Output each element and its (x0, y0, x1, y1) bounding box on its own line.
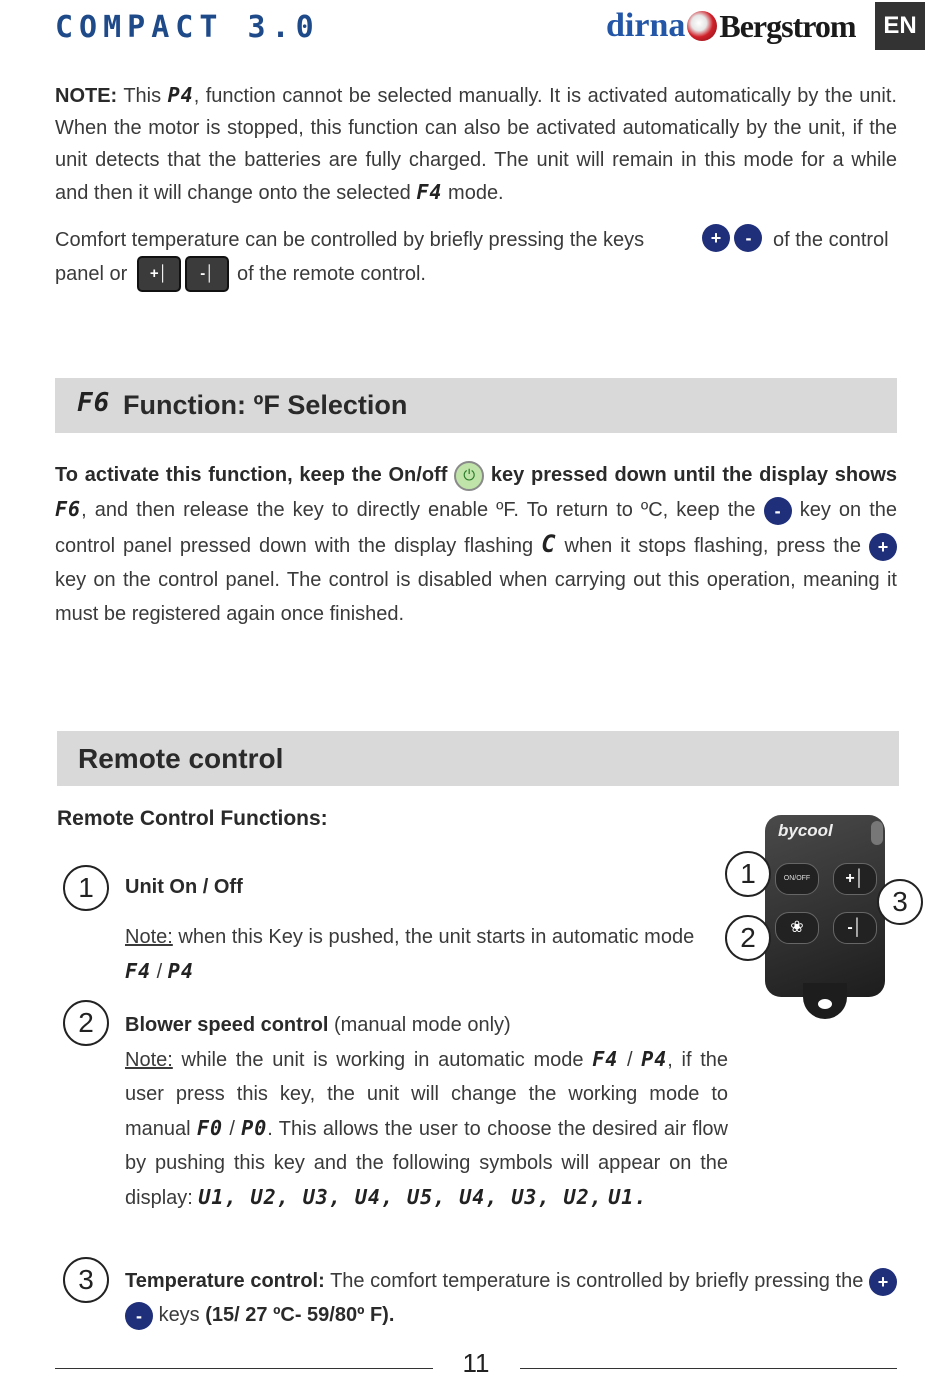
item-1-note-text: when this Key is pushed, the unit starts in automatic mode (178, 926, 695, 948)
display-code-p0: P0 (241, 1116, 268, 1140)
blower-symbol-last: U1. (608, 1185, 648, 1209)
f6-text-1: , and then release the key to directly enable ºF. To return to ºC, keep the (81, 499, 756, 521)
item-3-text-1: The comfort temperature is controlled by briefly pressing the (330, 1270, 864, 1292)
item-3-text-2: keys (158, 1304, 200, 1326)
slash: / (156, 961, 163, 983)
globe-icon (687, 11, 717, 41)
f6-text-2: key on the control panel pressed down with the display flashing (55, 499, 898, 557)
item-2-note: Note: while the unit is working in automatic mode F4 / P4, if the user press this key, the unit will change the working mode to manual F0 / P0. This allows the user to choose the desired air flow by pushing this key and the following symbols will appear on the display: U1, U2, U3, U4, U5, U4, U3, U2, U1. (125, 1047, 729, 1209)
brand-logo (606, 4, 856, 48)
display-code-f4: F4 (125, 959, 152, 983)
item-2-title-line (125, 1008, 511, 1042)
remote-heading: Remote control (78, 743, 284, 774)
f6-text-3: when it stops flashing, press the (564, 535, 862, 557)
minus-key-icon: - (125, 1302, 153, 1330)
minus-key-icon: - (734, 224, 762, 252)
temperature-range: (15/ 27 ºC- 59/80º F). (205, 1304, 395, 1326)
display-code-f4: F4 (592, 1047, 619, 1071)
note-text-2: , function cannot be selected manually. It is activated automatically by the unit. When the motor is stopped, this function can also be activated automatically by the unit, if the unit detects that the batteries are fully charged. The unit will remain in this mode for a while and then it will change onto the selected (55, 85, 897, 204)
display-code-p4: P4 (167, 959, 194, 983)
item-2-title: Blower speed control (125, 1014, 329, 1036)
display-code-p4: P4 (167, 83, 194, 107)
display-flash-c: C (541, 530, 557, 558)
item-number-1: 1 (63, 865, 109, 911)
item-number-2: 2 (63, 1000, 109, 1046)
remote-brand: bycool (778, 821, 833, 840)
item-number-3: 3 (63, 1257, 109, 1303)
f6-heading-code: F6 (77, 388, 111, 418)
footer-rule-right (520, 1368, 897, 1369)
comfort-text-1: Comfort temperature can be controlled by briefly pressing the keys (55, 229, 645, 251)
item-3-title: Temperature control: (125, 1270, 325, 1292)
remote-fan-button: ❀ (775, 912, 819, 944)
item-1-note (125, 920, 725, 989)
remote-plus-key-icon: +│ (137, 256, 181, 292)
remote-led (871, 821, 883, 845)
footer-rule-left (55, 1368, 433, 1369)
note-label: Note: (125, 926, 173, 948)
display-code-f4: F4 (416, 180, 443, 204)
note-text-3: mode. (448, 182, 504, 204)
remote-device-illustration (725, 815, 925, 1025)
remote-ring-hole (818, 999, 832, 1009)
plus-key-icon: + (702, 224, 730, 252)
note-label: Note: (125, 1049, 173, 1071)
brand-bergstrom: Bergstrom (719, 7, 856, 44)
comfort-text-2a: of the control (773, 229, 889, 251)
note-label: NOTE: (55, 85, 118, 107)
note-paragraph (55, 79, 897, 209)
comfort-text-3: of the remote control. (237, 263, 426, 285)
minus-key-icon: - (764, 497, 792, 525)
plus-key-icon: + (869, 1268, 897, 1296)
f6-section-header (55, 378, 897, 433)
item-2-note-1: while the unit is working in automatic mode (181, 1049, 584, 1071)
document-title: COMPACT 3.0 (55, 10, 320, 45)
remote-subheading: Remote Control Functions: (57, 807, 328, 830)
display-code-f0: F0 (196, 1116, 224, 1140)
f6-paragraph (55, 458, 897, 631)
panel-keys (702, 224, 762, 252)
item-3-text (125, 1264, 897, 1332)
f6-bold-2: key pressed down until the display shows (490, 464, 898, 486)
comfort-line-1 (55, 223, 897, 257)
power-key-icon: ⏻ (454, 461, 484, 491)
remote-section-header (57, 731, 899, 786)
f6-bold-1: To activate this function, keep the On/off (55, 464, 448, 486)
remote-onoff-button: ON/OFF (775, 863, 819, 895)
item-2-note-2: , if the user press this key, the unit will change the working mode to manual (125, 1049, 729, 1140)
plus-key-icon: + (869, 533, 897, 561)
language-badge: EN (875, 2, 925, 50)
brand-dirna: dirna (606, 7, 686, 44)
item-1-title: Unit On / Off (125, 876, 243, 898)
page-number: 11 (462, 1348, 490, 1378)
device-callout-1: 1 (725, 851, 771, 897)
remote-minus-key-icon: -│ (185, 256, 229, 292)
remote-keys (137, 256, 229, 292)
blower-symbols: U1, U2, U3, U4, U5, U4, U3, U2, (198, 1185, 603, 1209)
display-code-p4: P4 (641, 1047, 668, 1071)
item-2-note-3: . This allows the user to choose the desired air flow by pushing this key and the following symbols will appear on the display: (125, 1118, 729, 1209)
remote-plus-button: +│ (833, 863, 877, 895)
display-code-f6: F6 (55, 497, 82, 521)
f6-heading: Function: ºF Selection (123, 390, 408, 420)
device-callout-3: 3 (877, 879, 923, 925)
device-callout-2: 2 (725, 915, 771, 961)
remote-minus-button: -│ (833, 912, 877, 944)
comfort-line-2: panel or (55, 263, 128, 285)
item-2-title-rest: (manual mode only) (333, 1014, 511, 1036)
f6-text-4: key on the control panel. The control is disabled when carrying out this operation, meaning it must be registered again once finished. (55, 569, 897, 625)
note-text-1: This (123, 85, 162, 107)
remote-body (765, 815, 885, 997)
